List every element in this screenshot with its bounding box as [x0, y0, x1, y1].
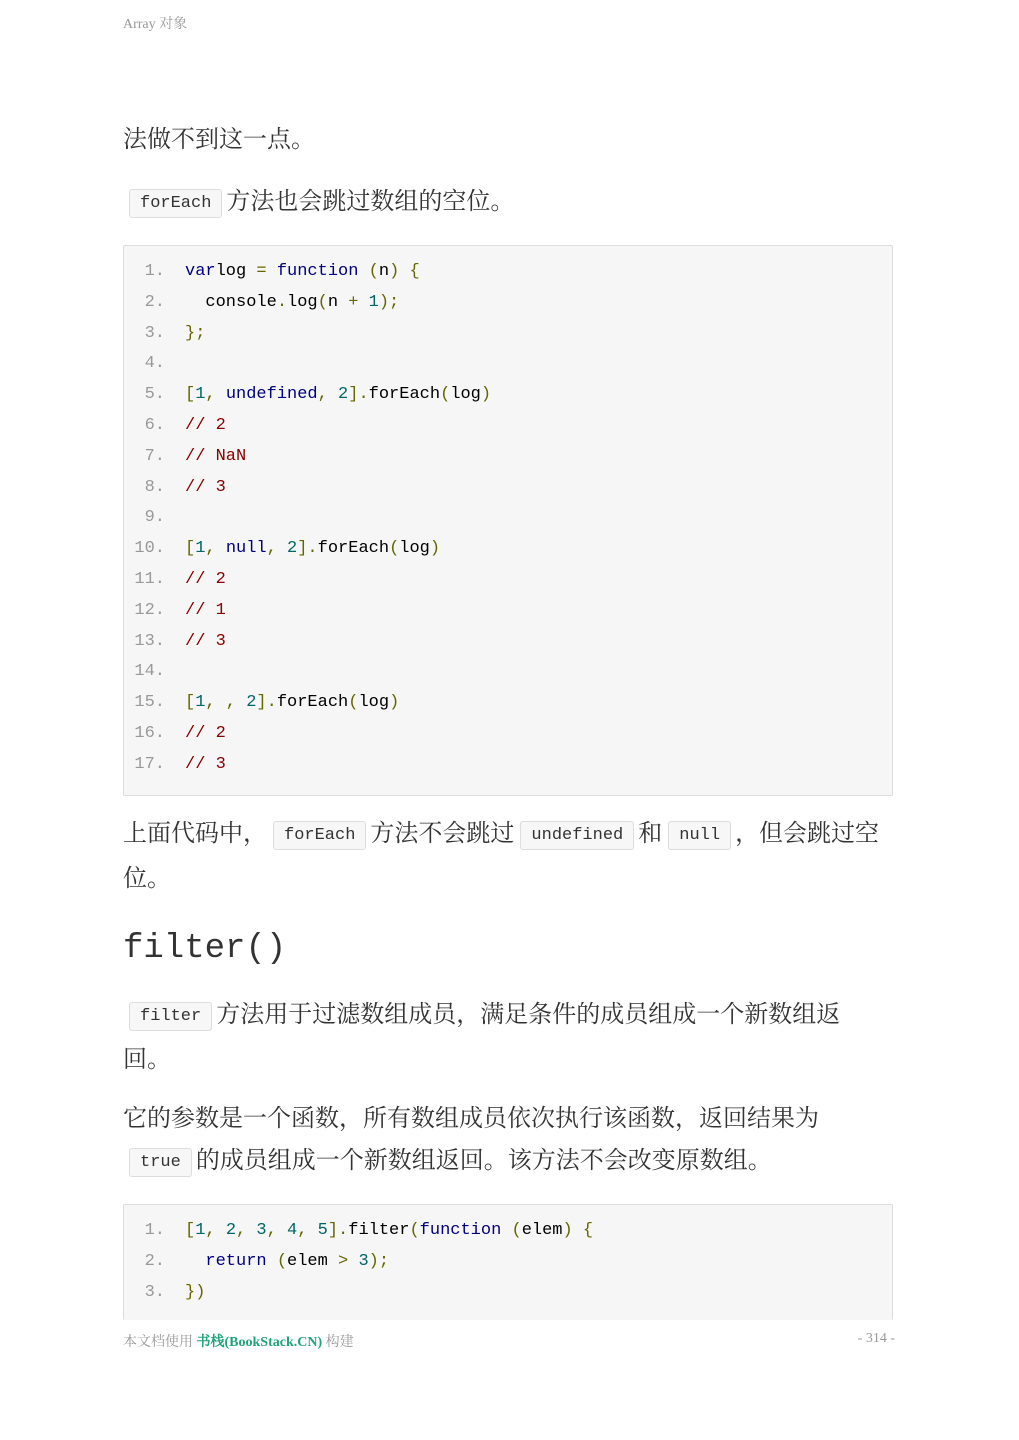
- code-token: ): [389, 693, 400, 713]
- paragraph-text: 的成员组成一个新数组返回。该方法不会改变原数组。: [195, 1146, 772, 1174]
- paragraph-4: [123, 993, 868, 1080]
- code-token: 2: [246, 693, 257, 713]
- code-line: [124, 719, 892, 750]
- paragraph-text: 和: [638, 819, 663, 847]
- code-token: 1: [358, 292, 379, 312]
- code-token: log: [399, 539, 430, 559]
- paragraph-text: ，但会跳过空位。: [123, 819, 880, 892]
- code-token: filter: [348, 1221, 410, 1240]
- paragraph-1: [123, 118, 895, 160]
- code-token: n: [327, 292, 349, 312]
- code-token: ].: [256, 693, 277, 713]
- code-token: forEach: [368, 385, 441, 405]
- footer-prefix: 本文档使用: [123, 1335, 197, 1350]
- line-number: 14.: [134, 662, 165, 682]
- line-number: 1.: [144, 262, 165, 281]
- footer-suffix: 构建: [322, 1335, 354, 1350]
- code-text: [185, 411, 226, 442]
- code-line: [124, 503, 892, 534]
- line-number: 12.: [134, 600, 165, 620]
- code-text: [185, 442, 246, 473]
- code-block-filter: [123, 1204, 893, 1320]
- code-text: [185, 288, 399, 319]
- code-token: 1: [195, 1221, 206, 1240]
- code-token: 2: [287, 539, 298, 559]
- code-text: [185, 257, 420, 288]
- code-token: ,: [266, 1221, 288, 1240]
- code-token: ): [480, 385, 492, 405]
- code-token: return: [205, 1251, 267, 1271]
- code-line: [124, 349, 892, 380]
- code-token: .: [276, 292, 288, 312]
- paragraph-5: [123, 1097, 823, 1184]
- code-line: [124, 750, 892, 781]
- code-token: ,: [205, 539, 226, 559]
- code-text: [185, 1278, 205, 1309]
- code-token: var: [185, 262, 216, 281]
- code-token: (: [389, 539, 400, 559]
- code-token: elem: [287, 1251, 339, 1271]
- code-token: ,: [236, 1221, 257, 1240]
- code-token: =: [256, 262, 267, 281]
- code-token: 2: [338, 385, 349, 405]
- code-text: [185, 319, 205, 350]
- paragraph-text: 方法不会跳过: [370, 819, 515, 847]
- code-token: );: [378, 292, 400, 312]
- code-token: ): [429, 539, 441, 559]
- code-token: elem: [521, 1221, 563, 1240]
- code-token: {: [399, 262, 420, 281]
- code-token: // 1: [185, 600, 226, 620]
- code-line: [124, 257, 892, 288]
- inline-code: undefined: [520, 821, 634, 850]
- code-token: );: [368, 1251, 390, 1271]
- code-token: 2: [225, 1221, 237, 1240]
- code-text: [185, 719, 226, 750]
- code-token: 4: [287, 1221, 298, 1240]
- code-text: [185, 534, 440, 565]
- code-line: [124, 442, 892, 473]
- code-token: >: [338, 1251, 349, 1271]
- code-token: // 2: [185, 415, 226, 435]
- line-number: 11.: [134, 569, 165, 589]
- footer-brand-link[interactable]: 书栈(BookStack.CN): [196, 1335, 323, 1350]
- code-text: [185, 596, 226, 627]
- page-footer: [123, 1331, 354, 1351]
- line-number: 10.: [134, 539, 165, 559]
- paragraph-3: [123, 812, 883, 899]
- line-number: 15.: [134, 693, 165, 713]
- code-token: ].: [348, 385, 369, 405]
- code-token: ): [562, 1221, 573, 1240]
- line-number: 2.: [144, 292, 165, 312]
- code-text: [185, 1216, 593, 1247]
- code-token: 1: [195, 539, 206, 559]
- code-token: [: [185, 693, 196, 713]
- code-text: [185, 380, 491, 411]
- code-token: forEach: [317, 539, 390, 559]
- paragraph-text: 上面代码中，: [123, 819, 267, 847]
- code-token: (: [348, 693, 359, 713]
- code-token: function: [266, 262, 359, 281]
- code-token: }): [185, 1282, 206, 1302]
- code-token: (: [501, 1221, 522, 1240]
- code-token: +: [348, 292, 359, 312]
- paragraph-text: 方法用于过滤数组成员，满足条件的成员组成一个新数组返回。: [123, 1000, 841, 1073]
- code-token: log: [358, 693, 390, 713]
- line-number: 16.: [134, 723, 165, 743]
- code-line: [124, 534, 892, 565]
- paragraph-2: [123, 180, 895, 225]
- code-token: ,: [205, 1221, 226, 1240]
- code-token: undefined: [225, 385, 318, 405]
- code-token: log: [287, 292, 318, 312]
- code-token: null: [225, 539, 267, 559]
- code-text: [185, 750, 226, 781]
- code-line: [124, 319, 892, 350]
- code-token: 1: [195, 693, 206, 713]
- code-line: [124, 1278, 892, 1309]
- code-line: [124, 565, 892, 596]
- code-token: // 3: [185, 477, 226, 497]
- code-line: [124, 380, 892, 411]
- section-heading: filter(): [123, 930, 287, 968]
- code-line: [124, 288, 892, 319]
- code-token: forEach: [276, 693, 349, 713]
- line-number: 5.: [144, 385, 165, 405]
- inline-code: null: [668, 821, 731, 850]
- line-number: 2.: [144, 1251, 165, 1271]
- code-line: [124, 596, 892, 627]
- code-token: log: [215, 262, 257, 281]
- code-token: // 2: [185, 723, 226, 743]
- code-token: (: [358, 262, 379, 281]
- code-token: {: [572, 1221, 594, 1240]
- code-token: 5: [317, 1221, 328, 1240]
- code-token: [: [185, 1221, 196, 1240]
- paragraph-text: 法做不到这一点。: [123, 125, 315, 153]
- line-number: 8.: [144, 477, 165, 497]
- code-token: log: [450, 385, 481, 405]
- inline-code: forEach: [273, 821, 366, 850]
- line-number: 13.: [134, 631, 165, 651]
- code-token: 3: [348, 1251, 369, 1271]
- code-token: 1: [195, 385, 206, 405]
- code-token: ,: [297, 1221, 318, 1240]
- code-line: [124, 1247, 892, 1278]
- code-text: [185, 473, 226, 504]
- code-token: ,: [317, 385, 339, 405]
- code-token: // 3: [185, 631, 226, 651]
- page-header: Array 对象: [123, 17, 188, 32]
- code-token: (: [440, 385, 451, 405]
- code-line: [124, 1216, 892, 1247]
- code-token: ].: [327, 1221, 349, 1240]
- code-token: (: [266, 1251, 288, 1271]
- code-token: ].: [297, 539, 318, 559]
- code-text: [185, 627, 226, 658]
- code-token: // 2: [185, 569, 226, 589]
- inline-code: true: [129, 1148, 192, 1177]
- code-line: [124, 657, 892, 688]
- code-token: ): [389, 262, 400, 281]
- code-text: [185, 1247, 389, 1278]
- code-token: (: [317, 292, 328, 312]
- code-token: 3: [256, 1221, 267, 1240]
- code-line: [124, 688, 892, 719]
- code-token: // 3: [185, 754, 226, 774]
- code-token: ,: [266, 539, 288, 559]
- line-number: 9.: [144, 508, 165, 528]
- code-line: [124, 627, 892, 658]
- line-number: 17.: [134, 754, 165, 774]
- code-text: [185, 565, 226, 596]
- code-token: [185, 1252, 205, 1271]
- line-number: 4.: [144, 354, 165, 374]
- code-block-foreach: [123, 245, 893, 796]
- line-number: 6.: [144, 415, 165, 435]
- code-token: [: [185, 539, 196, 559]
- line-number: 1.: [144, 1221, 165, 1240]
- line-number: 3.: [144, 323, 165, 343]
- page-number: - 314 -: [857, 1331, 895, 1346]
- code-token: // NaN: [185, 446, 247, 466]
- code-token: };: [185, 323, 206, 343]
- line-number: 7.: [144, 446, 165, 466]
- code-token: console: [185, 292, 277, 312]
- code-token: n: [378, 262, 390, 281]
- inline-code: forEach: [129, 189, 222, 218]
- code-token: (: [409, 1221, 420, 1240]
- code-token: ,: [205, 385, 226, 405]
- paragraph-text: 方法也会跳过数组的空位。: [226, 187, 515, 215]
- code-token: , ,: [205, 693, 247, 713]
- code-text: [185, 688, 399, 719]
- code-line: [124, 411, 892, 442]
- code-token: [: [185, 385, 196, 405]
- inline-code: filter: [129, 1002, 212, 1031]
- paragraph-text: 它的参数是一个函数，所有数组成员依次执行该函数，返回结果为: [123, 1104, 819, 1132]
- code-line: [124, 473, 892, 504]
- code-token: function: [419, 1221, 502, 1240]
- line-number: 3.: [144, 1282, 165, 1302]
